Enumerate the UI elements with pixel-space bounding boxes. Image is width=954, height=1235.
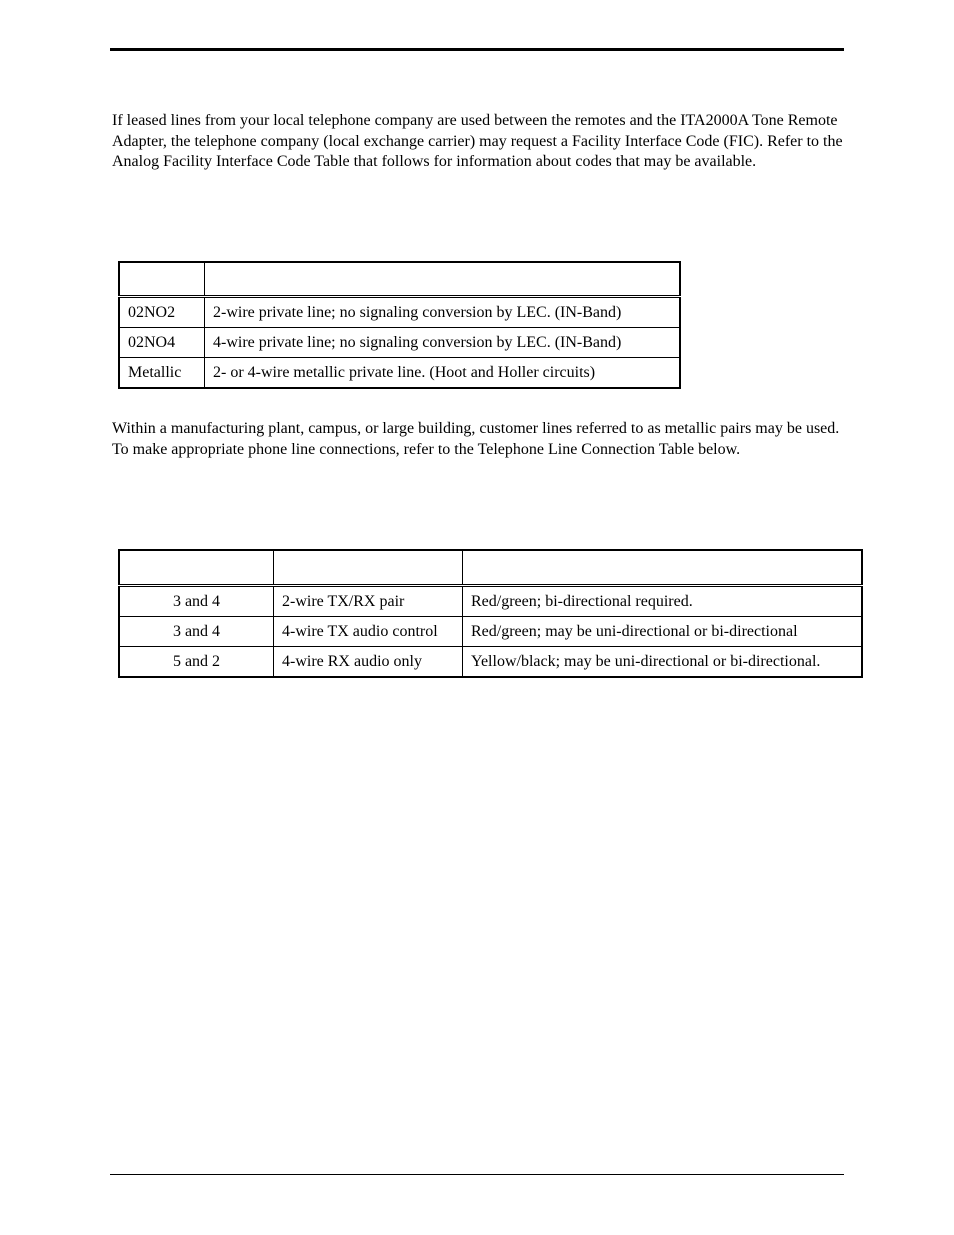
table-row	[119, 586, 862, 617]
conn-pins-cell: 3 and 4	[119, 617, 274, 647]
metallic-pairs-paragraph: Within a manufacturing plant, campus, or large building, customer lines referred to as metallic pairs may be used. To make appropriate phone line connections, refer to the Telephone Line Connection Table below.	[112, 420, 840, 458]
fic-description-cell: 4-wire private line; no signaling conversion by LEC. (IN-Band)	[205, 328, 681, 358]
intro-paragraph: If leased lines from your local telephone company are used between the remotes and the ITA2000A Tone Remote Adapter, the telephone company (local exchange carrier) may request a Facility Interface Code (FIC). Refer to the Analog Facility Interface Code Table that follows for information about codes that may be available.	[112, 112, 843, 170]
telephone-line-connection-table	[118, 549, 863, 678]
table-row	[119, 617, 862, 647]
fic-description-cell: 2- or 4-wire metallic private line. (Hoot and Holler circuits)	[205, 358, 681, 389]
table-row	[119, 328, 680, 358]
facility-interface-code-table	[118, 261, 681, 389]
conn-notes-cell: Yellow/black; may be uni-directional or bi-directional.	[463, 647, 863, 678]
fic-code-cell: Metallic	[119, 358, 205, 389]
footer-rule	[110, 1174, 844, 1175]
conn-pins-cell: 5 and 2	[119, 647, 274, 678]
fic-header-description	[205, 262, 681, 297]
table-row	[119, 297, 680, 328]
conn-notes-cell: Red/green; may be uni-directional or bi-directional	[463, 617, 863, 647]
table-header-row	[119, 262, 680, 297]
fic-code-cell: 02NO2	[119, 297, 205, 328]
conn-notes-cell: Red/green; bi-directional required.	[463, 586, 863, 617]
fic-header-code	[119, 262, 205, 297]
table-header-row	[119, 550, 862, 586]
conn-pins-cell: 3 and 4	[119, 586, 274, 617]
conn-type-cell: 2-wire TX/RX pair	[274, 586, 463, 617]
table-row	[119, 358, 680, 389]
fic-code-cell: 02NO4	[119, 328, 205, 358]
conn-header-notes	[463, 550, 863, 586]
conn-header-type	[274, 550, 463, 586]
table-row	[119, 647, 862, 678]
conn-type-cell: 4-wire RX audio only	[274, 647, 463, 678]
fic-description-cell: 2-wire private line; no signaling conversion by LEC. (IN-Band)	[205, 297, 681, 328]
conn-type-cell: 4-wire TX audio control	[274, 617, 463, 647]
conn-header-pins	[119, 550, 274, 586]
header-rule	[110, 48, 844, 51]
